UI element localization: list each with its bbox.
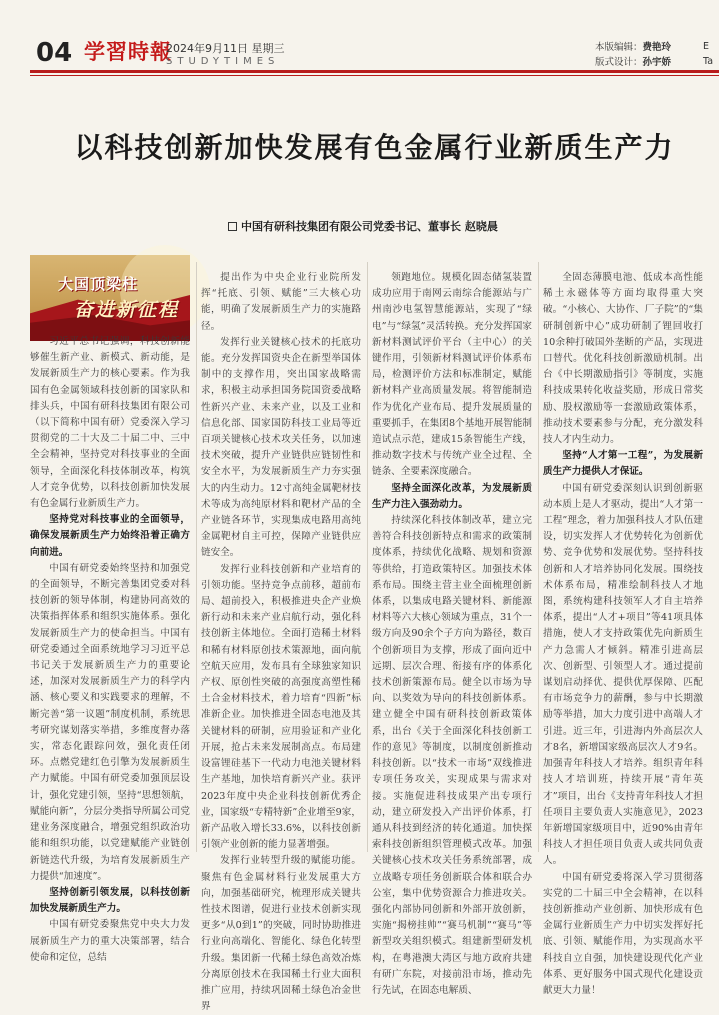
newspaper-masthead: 学習時報	[84, 39, 172, 64]
masthead-subtitle: STUDYTIMES	[166, 56, 280, 67]
editor-name: 费艳玲	[642, 42, 672, 53]
page-header	[0, 0, 719, 78]
square-icon	[228, 222, 237, 231]
section-lead: 坚持全面深化改革，为发展新质生产力注入强劲动力。	[372, 482, 532, 510]
edge-text-2: Ta	[703, 56, 714, 67]
article-byline	[228, 218, 498, 234]
section-lead: 坚持党对科技事业的全面领导，确保发展新质生产力始终沿着正确方向前进。	[30, 514, 190, 558]
page-number: 04	[36, 38, 73, 68]
paragraph: 发挥行业关键核心技术的托底功能。充分发挥国资央企在新型举国体制中的支撑作用，突出国家战略需求，积极主动承担国务院国资委战略性新兴产业、未来产业，以及工业和信息化部、国家国防科技工业局等近百项关键核心技术攻关任务，以加速技术突破，提升产业链供应链韧性和安全水平，为发展新质生产力夯实强大的内生动力。12寸高纯金属靶材技术等成为高纯原材料和靶材产品的全产业链各环节，实现集成电路用高纯金属靶材自主可控，保障产业链供应链安全。	[201, 336, 361, 559]
editor-label: 本版编辑：	[595, 42, 643, 53]
article-column-4	[543, 270, 703, 996]
paragraph: 习近平总书记强调，科技创新能够催生新产业、新模式、新动能，是发展新质生产力的核心要素。作为我国有色金属领域科技创新的国家队和排头兵，中国有研科技集团有限公司（以下简称中国有研）党委深入学习贯彻党的二十大及二十届二中、三中全会精神，坚持党对科技事业的全面领导，全面深化科技体制改革，构筑人才竞争优势，以科技创新加快发展有色金属行业新质生产力。	[30, 336, 190, 510]
byline-text: 中国有研科技集团有限公司党委书记、董事长 赵晓晨	[241, 220, 498, 233]
cropped-edge-text	[703, 39, 713, 69]
design-name: 孙宇娇	[642, 57, 672, 68]
column-divider	[196, 262, 197, 852]
paragraph: 中国有研党委将深入学习贯彻落实党的二十届三中全会精神，在以科技创新推动产业创新、加快形成有色金属行业新质生产力中切实发挥好托底、引领、赋能作用，为实现高水平科技自立自强，加快建设现代化产业体系、更好服务中国式现代化建设贡献更大力量！	[543, 871, 703, 996]
section-lead: 坚持“人才第一工程”，为发展新质生产力提供人才保证。	[543, 450, 703, 478]
article-headline: 以科技创新加快发展有色金属行业新质生产力	[74, 131, 675, 164]
paragraph: 中国有研党委始终坚持和加强党的全面领导，不断完善集团党委对科技创新的领导体制，构建协同高效的决策指挥体系和组织实施体系。强化发展新质生产力的使命担当。中国有研党委通过全面系统地学习习近平总书记关于发展新质生产力的重要论述，加深对发展新质生产力的科学内涵、核心要义和实践要求的理解，不断完善“第一议题”制度机制，系统思考研究谋划落实举措，多维度督办落实，常态化跟踪问效，强化责任闭环。点燃党建红色引擎为发展新质生产力赋能。中国有研党委加强顶层设计，强化党建引领，坚持“思想领航，赋能向新”，分层分类指导所属公司党建业务深度融合，增强党组织政治功能和组织功能，以党建赋能产业链创新链迭代升级，为培育发展新质生产力提供“加速度”。	[30, 562, 190, 882]
article-column-1	[30, 334, 190, 963]
paragraph: 发挥行业科技创新和产业培育的引领功能。坚持竞争点前移，超前布局、超前投入，积极推进央企产业焕新行动和未来产业启航行动，强化科技创新主体地位。全面打造稀土材料和稀有材料原创技术策源地，面向航空航天应用，发布具有全球独家知识产权、原创性突破的高强度高塑性稀土合金材料技术，着力培育“四新”标准新企业。加快推进全固态电池及其关键材料的研制，应用验证和产业化开展，抢占未来发展制高点。布局建设富锂硅基下一代动力电池关键材料生产基地，加快培育新兴产业。获评2023年度中央企业科技创新优秀企业，国家级“专精特新”企业增至9家，新产品收入增长33.6%，以科技创新引领产业创新的能力显著增强。	[201, 563, 361, 851]
article-column-3	[372, 270, 532, 996]
editor-credits	[595, 40, 671, 70]
article-column-2	[201, 270, 361, 1013]
paragraph: 持续深化科技体制改革，建立完善符合科技创新特点和需求的政策制度体系，持续优化战略、规划和资源等供给，打造政策特区。加强技术体系布局。围绕主营主业全面梳理创新体系，以集成电路关键材料、新能源材料等六大核心领域为重点，31个一级方向及90余个子方向为路径，数百个创新项目为支撑，形成了面向近中远期、层次合理、衔接有序的体系化技术创新策源布局。健全以市场为导向、以奖效为导向的科技创新体系。建立健全中国有研科技创新政策体系，出台《关于全面深化科技创新工作的意见》等制度，以制度创新推动科技创新。以“技术一市场”双线推进专项任务攻关，实现成果与需求对接。实施促进科技成果产出专项行动，建立研发投入产出评价体系，打通从科技到经济的转化通道。加快探索科技创新组织管理模式改革。加强关键核心技术攻关任务系统部署，成立战略专项任务创新联合体和联合办公室，集中优势资源合力推进攻关。强化内部协同创新和外部开放创新，实施“揭榜挂帅”“赛马机制”“赛马”等新型攻关组织模式。组建新型研发机构，在粤港澳大湾区与地方政府共建有研广东院，对接前沿市场，推动先行先试，在固态电解质、	[372, 515, 532, 996]
edge-text-1: E	[703, 41, 710, 52]
issue-date: 2024年9月11日 星期三	[166, 42, 285, 55]
column-divider	[367, 262, 368, 852]
paragraph: 提出作为中央企业行业院所发挥“托底、引领、赋能”三大核心功能，明确了发展新质生产力的实施路径。	[201, 272, 361, 332]
paragraph: 中国有研党委聚焦党中央大力发展新质生产力的重大决策部署，结合使命和定位，总结	[30, 919, 190, 963]
column-divider	[538, 262, 539, 852]
header-rule	[30, 70, 719, 73]
paragraph: 发挥行业转型升级的赋能功能。聚焦有色金属材料行业发展重大方向，加强基础研究，梳理形成关键共性技术图谱，促进行业技术创新实现更多“从0到1”的突破，同时协助推进行业向高端化、智能化、绿色化转型升级。集团新一代稀土绿色高效冶炼分离原创技术在我国稀土行业大面积推广应用，持续巩固稀土绿色冶金世界	[201, 855, 361, 1013]
paragraph: 中国有研党委深刻认识到创新驱动本质上是人才驱动，提出“人才第一工程”理念，着力加强科技人才队伍建设，切实发挥人才优势转化为创新优势、竞争优势和发展优势。坚持科技创新和人才培养协同化发展。围绕技术体系布局，精准绘制科技人才地图，系统构建科技领军人才自主培养体系，提出“人才+项目”等41项具体措施，使人才支持政策优先向新质生产力急需人才倾斜。精准引进高层次、创新型、引领型人才。通过提前谋划启动择优、提供优厚保障、匹配有市场竞争力的薪酬，参与中长期激励等举措，加大力度引进中高端人才引进。近三年，引进海内外高层次人才8名，新增国家级高层次人才9名。加强青年科技人才培养。组织青年科技人才培训班，持续开展“青年英才”项目，出台《支持青年科技人才担任项目主要负责人实施意见》，2023年新增国家级项目中，近90%由青年科技人才担任项目负责人或共同负责人。	[543, 482, 703, 867]
paragraph: 领跑地位。规模化固态储氢装置成功应用于南网云南综合能源站与广州南沙电氢智慧能源站，实现了“绿电”与“绿氢”灵活转换。充分发挥国家新材料测试评价平台（主中心）的关键作用，引领新材料测试评价体系布局，检测评价方法和标准制定，赋能新材料产业高质量发展。将智能制造作为优化产业布局、提升发展质量的重要抓手，在集团8个基地开展智能制造试点示范，建成15条智能生产线，推动数字技术与传统产业全过程、全链条、全要素深度融合。	[372, 272, 532, 478]
section-lead: 坚持创新引领发展，以科技创新加快发展新质生产力。	[30, 886, 190, 915]
column-banner-graphic	[30, 255, 190, 341]
design-label: 版式设计：	[595, 57, 643, 68]
banner-title: 大国顶梁柱	[58, 275, 139, 293]
header-rule-thin	[30, 75, 719, 76]
banner-subtitle: 奋进新征程	[74, 299, 180, 321]
paragraph: 全固态薄膜电池、低成本高性能稀土永磁体等方面均取得重大突破。“小核心、大协作、厂子院”的“集研制创新中心”成功研制了锂回收打10余种打破国外垄断的产品，实现进口替代。优化科技创新激励机制。出台《中长期激励指引》等制度，实施科技成果转化收益奖励，形成日常奖励、股权激励等一套激励政策体系，推动技术要素参与分配，充分激发科技人才内生动力。	[543, 272, 703, 446]
